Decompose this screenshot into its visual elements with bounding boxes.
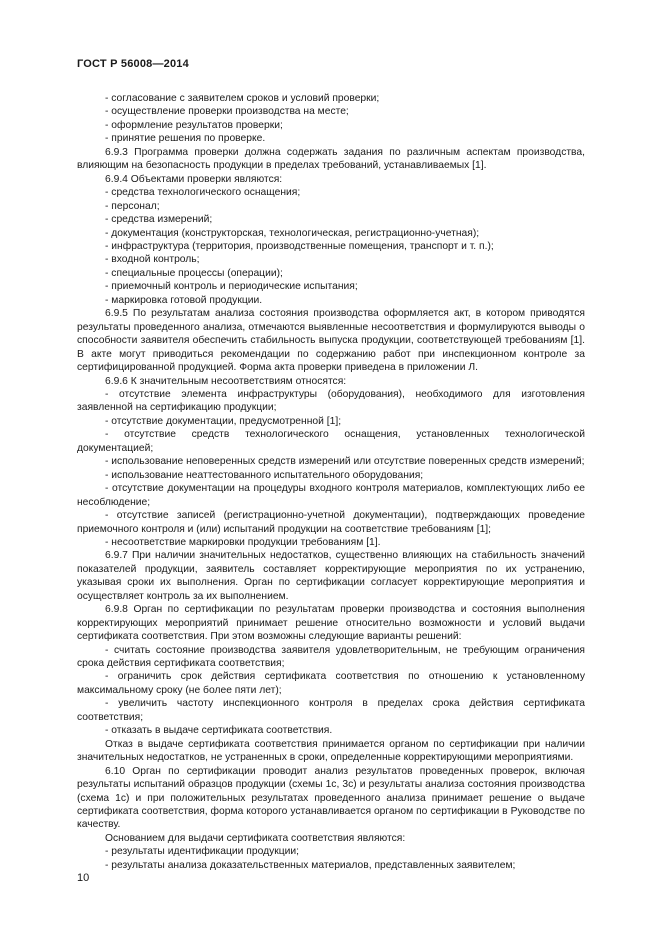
paragraph: - ограничить срок действия сертификата соответствия по отношению к установленному максимальному сроку (не более пяти лет);: [77, 671, 585, 696]
paragraph: - входной контроль;: [105, 254, 200, 266]
paragraph: - инфраструктура (территория, производственные помещения, транспорт и т. п.);: [105, 240, 494, 252]
paragraph: - отсутствие средств технологического оснащения, установленных технологической документацией;: [77, 429, 585, 454]
paragraph: - считать состояние производства заявителя удовлетворительным, не требующим ограничения срока действия сертификата соответствия;: [77, 644, 585, 670]
paragraph: - отсутствие документации на процедуры входного контроля материалов, комплектующих либо ее несоблюдение;: [77, 483, 585, 508]
paragraph: - маркировка готовой продукции.: [105, 294, 263, 306]
paragraph: - отсутствие элемента инфраструктуры (оборудования), необходимого для изготовления заявленной на сертификацию продукции;: [77, 388, 585, 414]
paragraph: - осуществление проверки производства на месте;: [105, 106, 349, 118]
paragraph: 6.10 Орган по сертификации проводит анализ результатов проведенных проверок, включая результаты испытаний образцов продукции (схемы 1с, 3с) и результаты анализа состояния производства (схема 1с) и при положительных результатах проведенного анализа принимает решение о выдаче сертификата соответствия, форма которого устанавливается органом по сертификации в Руководстве по качеству.: [77, 765, 585, 831]
paragraph: Основанием для выдачи сертификата соответствия являются:: [105, 832, 406, 844]
paragraph: 6.9.4 Объектами проверки являются:: [105, 173, 283, 185]
paragraph: 6.9.3 Программа проверки должна содержать задания по различным аспектам производства, влияющим на безопасность продукции в пределах требований, устанавливаемых [1].: [77, 146, 585, 172]
paragraph: - персонал;: [105, 200, 160, 212]
paragraph: - согласование с заявителем сроков и условий проверки;: [105, 93, 380, 104]
paragraph: 6.9.5 По результатам анализа состояния производства оформляется акт, в котором приводятся результаты проведенного анализа, отмечаются выявленные несоответствия и формулируются выводы о способности заявителя обеспечить стабильность выпуска продукции, соответствующей требованиям [1]. В акте могут приводиться рекомендации по содержанию работ при инспекционном контроле за сертифицированной продукцией. Форма акта проверки приведена в приложении Л.: [77, 308, 585, 374]
paragraph: - специальные процессы (операции);: [105, 267, 283, 279]
paragraph: - средства технологического оснащения;: [105, 187, 301, 199]
paragraph: Отказ в выдаче сертификата соответствия принимается органом по сертификации при наличии значительных недостатков, не устраненных в сроки, определенные корректирующими мероприятиями.: [77, 738, 585, 764]
paragraph: - принятие решения по проверке.: [105, 133, 266, 145]
paragraph: - средства измерений;: [105, 214, 213, 226]
paragraph: - документация (конструкторская, технологическая, регистрационно-учетная);: [105, 227, 480, 239]
page-number: 10: [77, 872, 90, 884]
paragraph: - отказать в выдаче сертификата соответствия.: [105, 725, 333, 737]
paragraph: - результаты анализа доказательственных материалов, представленных заявителем;: [105, 859, 516, 871]
paragraph: - использование неповеренных средств измерений или отсутствие поверенных средств измерений;: [105, 456, 585, 468]
paragraph: - приемочный контроль и периодические испытания;: [105, 281, 358, 293]
paragraph: - использование неаттестованного испытательного оборудования;: [105, 469, 424, 481]
paragraph: - отсутствие записей (регистрационно-учетной документации), подтверждающих проведение приемочного контроля и (или) испытаний продукции на соответствие требованиям [1];: [77, 510, 585, 535]
paragraph: - оформление результатов проверки;: [105, 119, 283, 131]
paragraph: - увеличить частоту инспекционного контроля в пределах срока действия сертификата соответствия;: [77, 698, 585, 723]
paragraph: 6.9.8 Орган по сертификации по результатам проверки производства и состояния выполнения корректирующих мероприятий принимает решение относительно возможности и условий выдачи сертификата соответствия. При этом возможны следующие варианты решений:: [77, 604, 585, 643]
paragraph: - несоответствие маркировки продукции требованиям [1].: [105, 536, 381, 548]
document-header: ГОСТ Р 56008—2014: [77, 58, 189, 70]
paragraph: - результаты идентификации продукции;: [105, 846, 300, 858]
paragraph: 6.9.7 При наличии значительных недостатков, существенно влияющих на стабильность значений показателей продукции, заявитель составляет корректирующие мероприятия по их устранению, указывая сроки их выполнения. Орган по сертификации согласует корректирующие мероприятия и осуществляет контроль за их выполнением.: [77, 550, 585, 602]
paragraph: - отсутствие документации, предусмотренной [1];: [105, 415, 342, 427]
document-body: [77, 92, 585, 872]
paragraph: 6.9.6 К значительным несоответствиям относятся:: [105, 375, 347, 387]
